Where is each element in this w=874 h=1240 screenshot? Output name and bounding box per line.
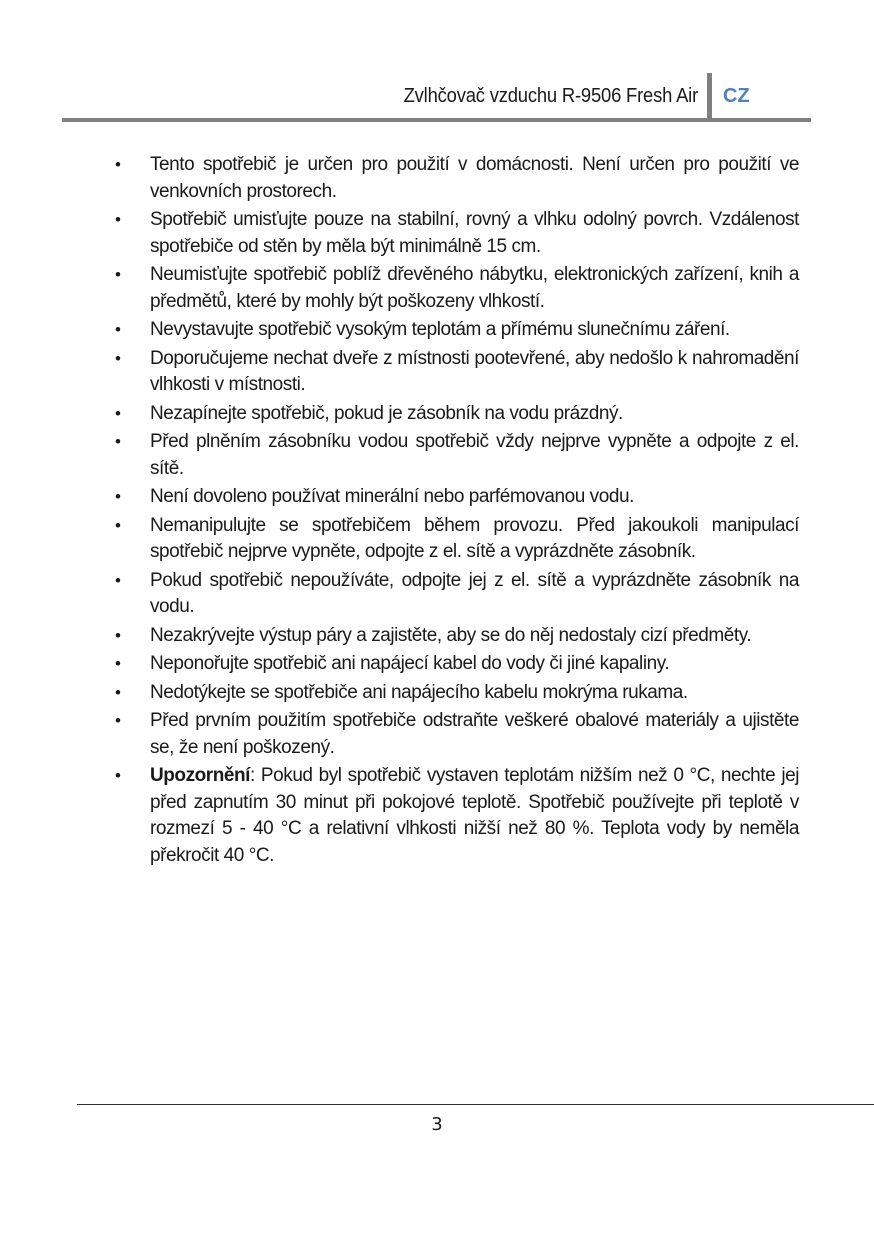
- list-item: [113, 708, 799, 761]
- list-item-text: Doporučujeme nechat dveře z místnosti pootevřené, aby nedošlo k nahromadění vlhkosti v místnosti.: [150, 347, 799, 395]
- bullet-icon: •: [115, 682, 121, 702]
- list-item-text: Nedotýkejte se spotřebiče ani napájecího kabelu mokrýma rukama.: [150, 681, 688, 703]
- list-item: [113, 262, 799, 315]
- bullet-icon: •: [115, 155, 121, 174]
- list-item: [113, 513, 799, 566]
- list-item: [113, 651, 799, 678]
- list-item: [113, 429, 799, 482]
- warning-text: : Pokud byl spotřebič vystaven teplotám nižším než 0 °C, nechte jej před zapnutím 30 minut při pokojové teplotě. Spotřebič používejte při teplotě v rozmezí 5 - 40 °C a relativní vlhkosti nižší než 80 %. Teplota vody by neměla překročit 40 °C.: [150, 765, 799, 866]
- list-item: [113, 568, 799, 621]
- list-item-text: Nemanipulujte se spotřebičem během provozu. Před jakoukoli manipulací spotřebič nejprve vypněte, odpojte z el. sítě a vyprázdněte zásobník.: [150, 514, 799, 562]
- list-item-text: Před plněním zásobníku vodou spotřebič vždy nejprve vypněte a odpojte z el. sítě.: [150, 431, 799, 479]
- warning-label: Upozornění: [150, 765, 250, 786]
- page-number: 3: [431, 1114, 443, 1135]
- list-item-text: Spotřebič umisťujte pouze na stabilní, rovný a vlhku odolný povrch. Vzdálenost spotřebiče od stěn by měla být minimálně 15 cm.: [150, 209, 799, 257]
- footer-rule: [77, 1104, 874, 1105]
- bullet-list: [113, 152, 799, 869]
- list-item-text: Neumisťujte spotřebič poblíž dřevěného nábytku, elektronických zařízení, knih a předmětů, které by mohly být poškozeny vlhkostí.: [150, 264, 799, 312]
- bullet-icon: •: [115, 625, 121, 645]
- bullet-icon: •: [115, 654, 121, 673]
- list-item: [113, 346, 799, 399]
- list-item: [113, 623, 799, 650]
- list-item-text: Pokud spotřebič nepoužíváte, odpojte jej z el. sítě a vyprázdněte zásobník na vodu.: [150, 569, 799, 617]
- list-item: [113, 317, 799, 344]
- list-item: [113, 484, 799, 511]
- safety-instructions: [113, 152, 799, 871]
- list-item-text: Nezakrývejte výstup páry a zajistěte, aby se do něj nedostaly cizí předměty.: [150, 624, 752, 646]
- header-rule: [62, 118, 811, 122]
- list-item: [113, 152, 799, 205]
- bullet-icon: •: [115, 320, 121, 339]
- bullet-icon: •: [115, 766, 121, 785]
- bullet-icon: •: [115, 210, 121, 229]
- bullet-icon: •: [115, 403, 121, 423]
- list-item-text: Tento spotřebič je určen pro použití v domácnosti. Není určen pro použití ve venkovních prostorech.: [150, 154, 799, 202]
- bullet-icon: •: [115, 348, 121, 368]
- header-divider: [707, 73, 712, 120]
- list-item-text: Nevystavujte spotřebič vysokým teplotám a přímému slunečnímu záření.: [150, 319, 730, 340]
- list-item: [113, 207, 799, 260]
- bullet-icon: •: [115, 515, 121, 535]
- warning-item: [113, 763, 799, 869]
- list-item: [113, 401, 799, 428]
- list-item-text: Neponořujte spotřebič ani napájecí kabel do vody či jiné kapaliny.: [150, 653, 670, 674]
- list-item-text: Před prvním použitím spotřebiče odstraňte veškeré obalové materiály a ujistěte se, že není poškozený.: [150, 710, 799, 758]
- document-title: Zvlhčovač vzduchu R-9506 Fresh Air: [403, 85, 698, 107]
- bullet-icon: •: [115, 711, 121, 730]
- language-code: CZ: [723, 85, 750, 107]
- page-header: [0, 0, 874, 125]
- bullet-icon: •: [115, 265, 121, 284]
- bullet-icon: •: [115, 487, 121, 506]
- list-item-text: Nezapínejte spotřebič, pokud je zásobník na vodu prázdný.: [150, 402, 623, 424]
- list-item: [113, 680, 799, 707]
- list-item-text: Není dovoleno používat minerální nebo parfémovanou vodu.: [150, 486, 634, 507]
- bullet-icon: •: [115, 570, 121, 590]
- bullet-icon: •: [115, 432, 121, 451]
